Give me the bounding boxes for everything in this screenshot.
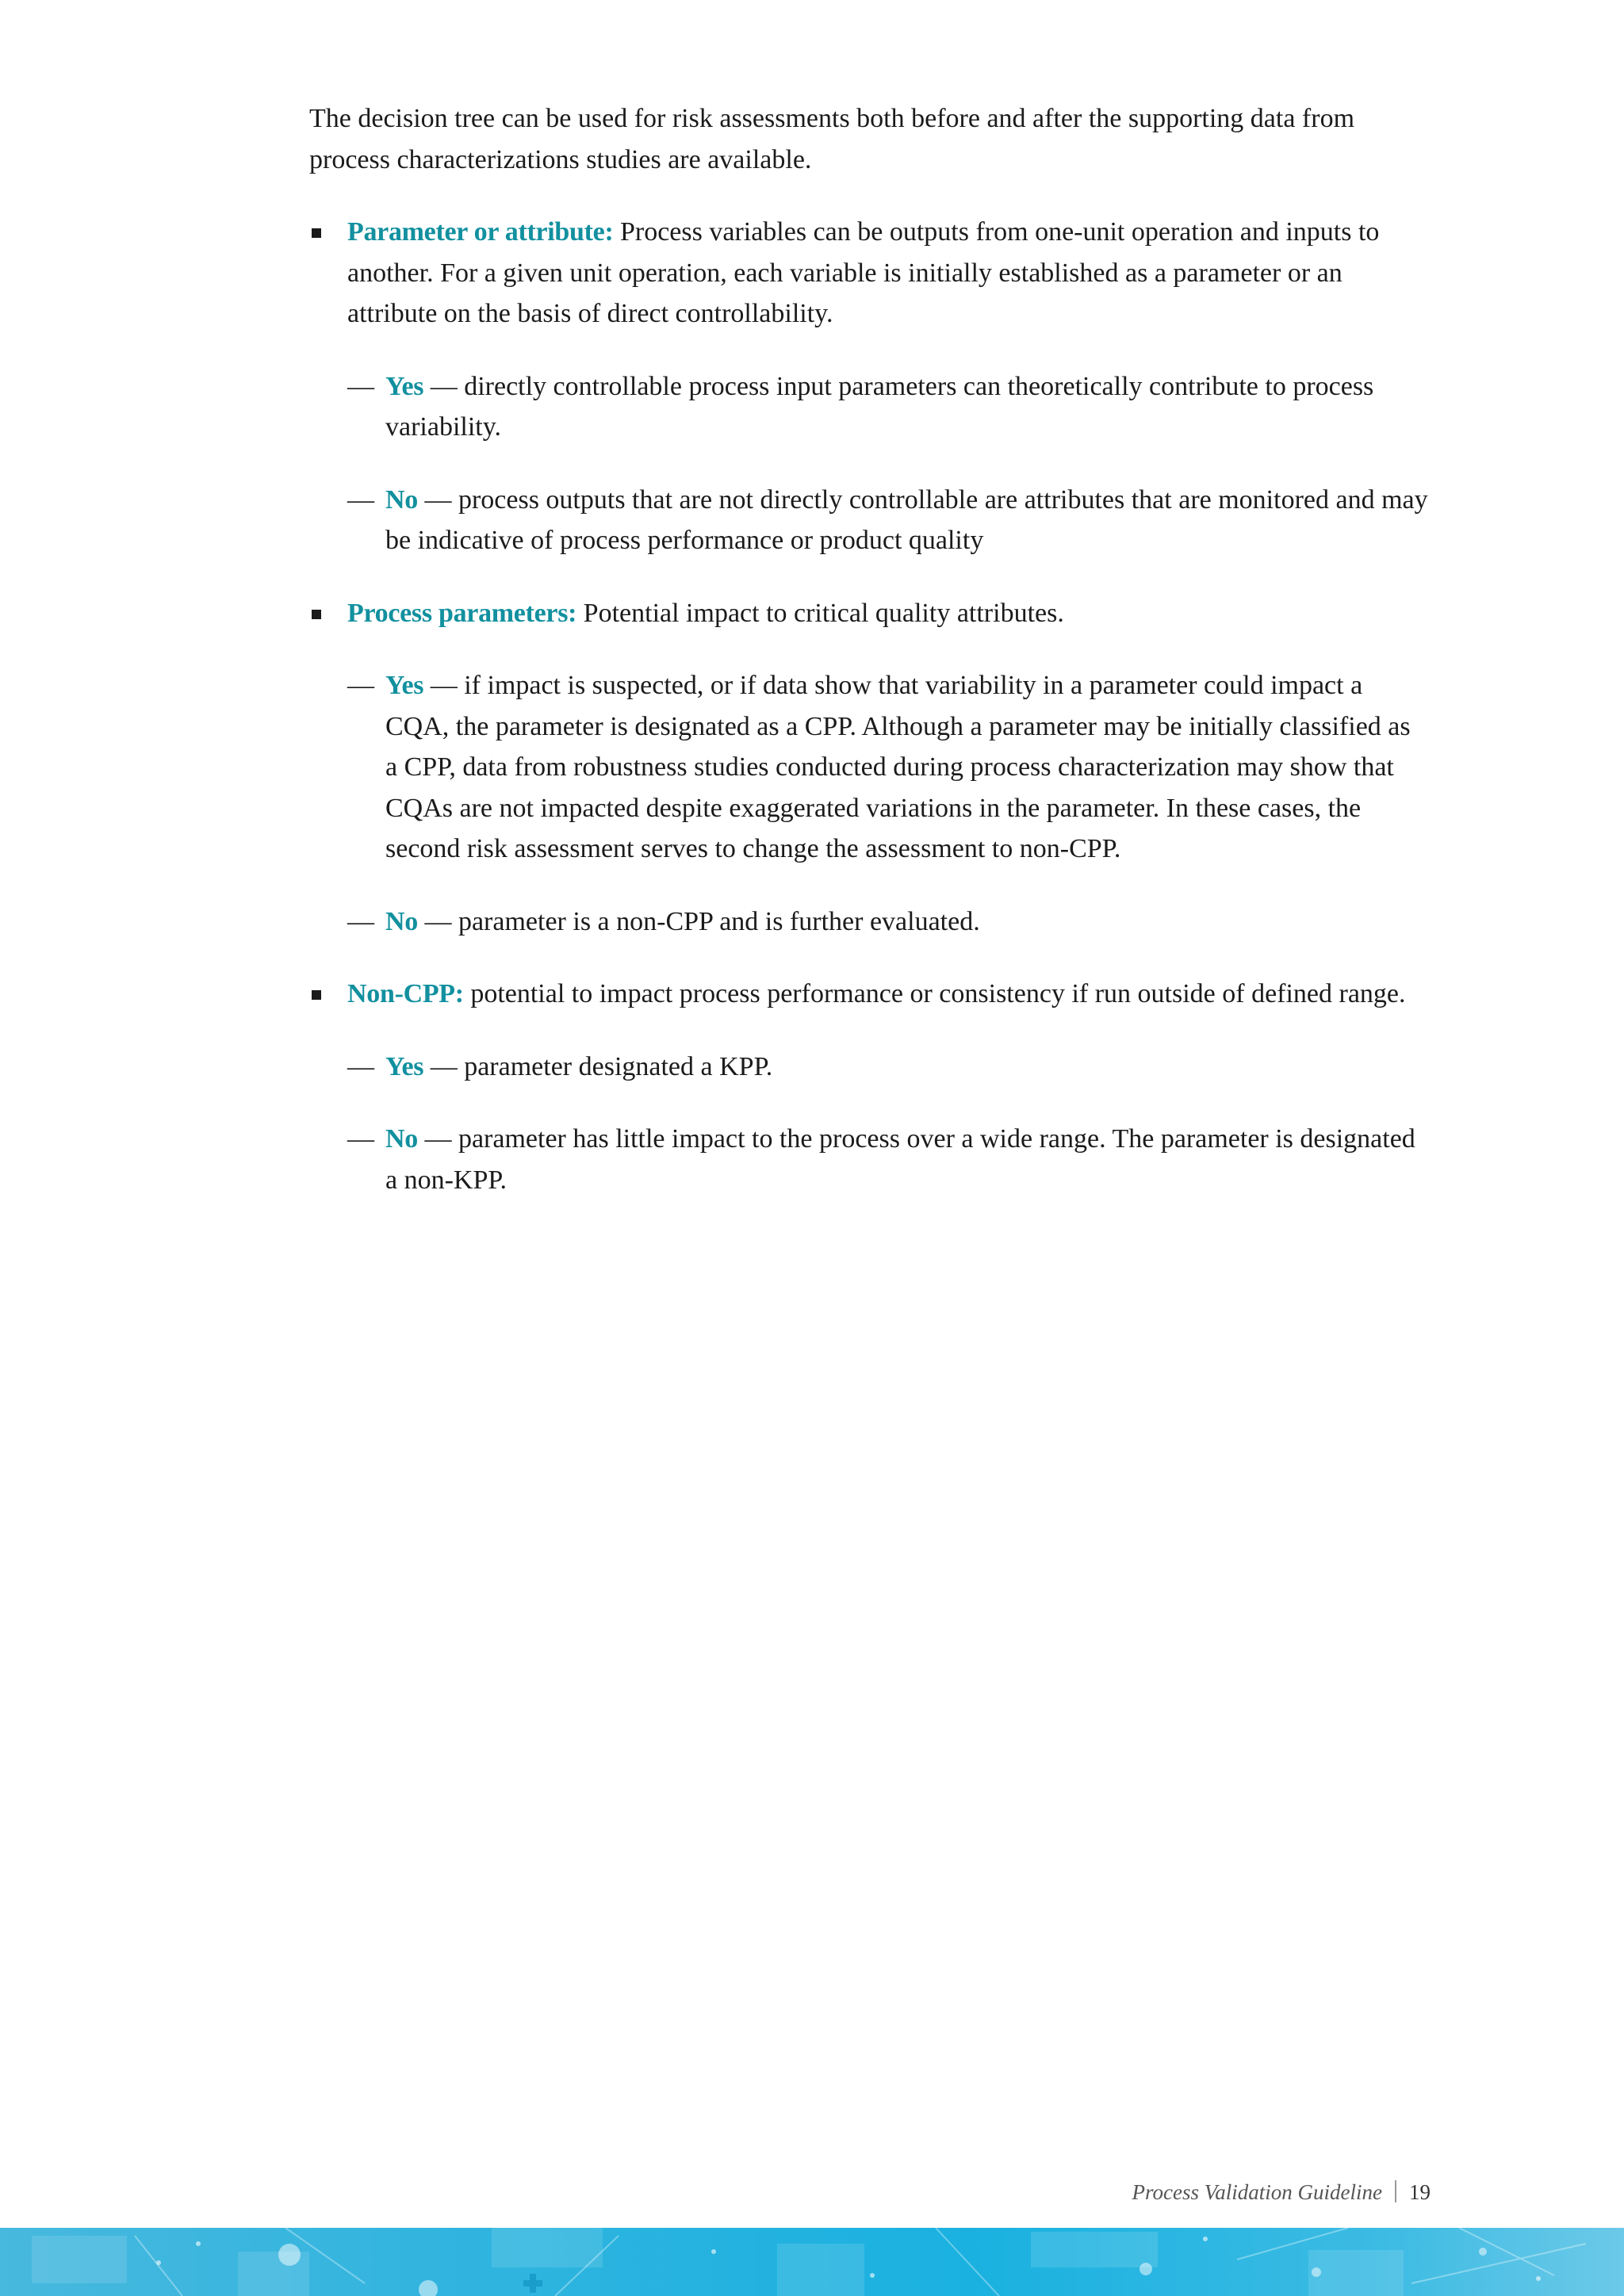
term-label: Non-CPP: <box>347 979 464 1008</box>
answer-text: — parameter is a non-CPP and is further evaluated. <box>417 906 980 936</box>
footer-document-title: Process Validation Guideline <box>1132 2180 1382 2204</box>
term-label: Parameter or attribute: <box>347 217 614 247</box>
bullet-parameter-or-attribute <box>309 212 1429 335</box>
answer-label: No <box>385 906 418 936</box>
bullet-process-parameters <box>309 593 1429 634</box>
term-label: Process parameters: <box>347 598 577 628</box>
dash-bullet-icon: — <box>347 1051 374 1081</box>
answer-text: — parameter designated a KPP. <box>423 1051 773 1081</box>
dash-bullet-icon: — <box>347 1124 374 1154</box>
intro-paragraph: The decision tree can be used for risk assessments both before and after the supporting data from process characterizations studies are available. <box>309 104 1355 174</box>
sub-item-yes <box>309 665 1429 870</box>
square-bullet-icon <box>312 228 321 238</box>
dash-bullet-icon: — <box>347 906 374 936</box>
answer-label: No <box>385 1124 418 1154</box>
answer-text: — if impact is suspected, or if data show that variability in a parameter could impact a CQA, the parameter is designated as a CPP. Although a parameter may be initially classified as a CPP, data from robustness studies conducted during process characterization may show that CQAs are not impacted despite exaggerated variations in the parameter. In these cases, the second risk assessment serves to change the assessment to non-CPP. <box>385 671 1411 863</box>
sub-item-no <box>309 480 1429 561</box>
answer-label: Yes <box>385 671 424 700</box>
answer-label: Yes <box>385 1051 424 1081</box>
bullet-non-cpp <box>309 974 1429 1015</box>
square-bullet-icon <box>312 990 321 1000</box>
term-description: Process variables can be outputs from one-unit operation and inputs to another. For a given unit operation, each variable is initially established as a parameter or an attribute on the basis of direct controllability. <box>347 217 1380 328</box>
network-pattern-graphic <box>0 2228 1624 2296</box>
answer-label: No <box>385 484 418 515</box>
answer-label: Yes <box>385 371 424 401</box>
term-description: Potential impact to critical quality attributes. <box>576 598 1064 628</box>
dash-bullet-icon: — <box>347 484 374 515</box>
dash-bullet-icon: — <box>347 371 374 401</box>
sub-item-no <box>309 901 1429 943</box>
answer-text: — directly controllable process input parameters can theoretically contribute to process variability. <box>385 371 1374 442</box>
sub-item-yes <box>309 366 1429 448</box>
footer-decorative-band <box>0 2228 1624 2296</box>
page-footer <box>1132 2180 1431 2205</box>
footer-divider <box>1395 2180 1396 2202</box>
answer-text: — parameter has little impact to the process over a wide range. The parameter is designated a non-KPP. <box>385 1124 1415 1195</box>
sub-item-no <box>309 1119 1429 1200</box>
term-description: potential to impact process performance or consistency if run outside of defined range. <box>463 979 1406 1008</box>
square-bullet-icon <box>312 610 321 619</box>
dash-bullet-icon: — <box>347 671 374 700</box>
page-content <box>309 98 1429 1232</box>
answer-text: — process outputs that are not directly controllable are attributes that are monitored and may be indicative of process performance or product quality <box>385 484 1428 555</box>
sub-item-yes <box>309 1047 1429 1088</box>
page-number: 19 <box>1409 2180 1431 2204</box>
